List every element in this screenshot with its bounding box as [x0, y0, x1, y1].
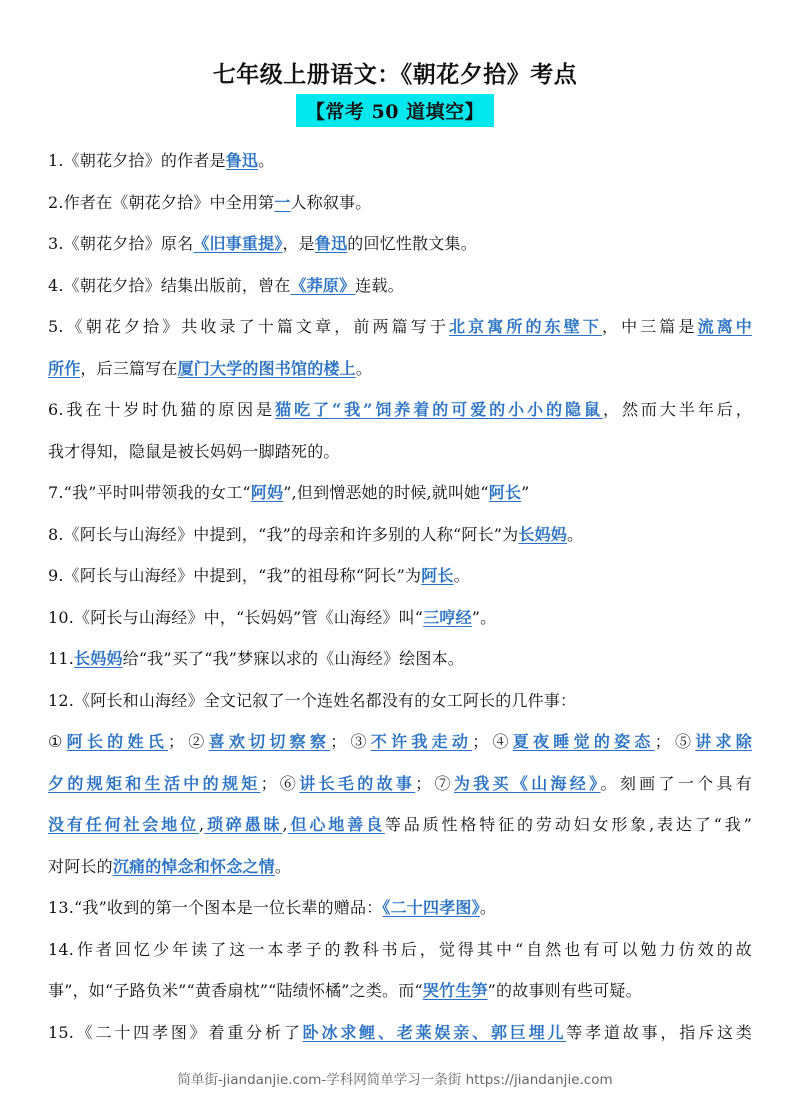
- answer-text: 但心地善良: [287, 815, 385, 834]
- answer-text: 哭竹生笋: [422, 981, 488, 1000]
- answer-text: 卧冰求鲤、老莱娱亲、郭巨埋儿: [302, 1022, 567, 1042]
- question-text: ；⑤: [654, 732, 696, 751]
- text-line: [48, 887, 752, 929]
- question-text: 对阿长的: [48, 856, 113, 876]
- question-text: ”: [521, 483, 530, 502]
- text-line: [48, 140, 752, 182]
- question-text: ,: [199, 815, 205, 834]
- answer-text: 琐碎愚昧: [204, 815, 283, 834]
- answer-text: 《二十四孝图》: [382, 898, 480, 917]
- question-text: 10.《阿长与山海经》中，“长妈妈”管《山海经》叫“: [48, 607, 424, 627]
- text-line: [48, 431, 752, 473]
- question-text: 事”，如“子路负米”“黄香扇枕”“陆绩怀橘”之类。而“: [48, 981, 423, 1000]
- question-text: 11.: [48, 649, 75, 668]
- question-text: ”,但到憎恶她的时候,就叫她“: [283, 483, 489, 502]
- question-text: 3.《朝花夕拾》原名: [48, 234, 194, 253]
- text-line: [48, 970, 752, 1012]
- question-text: 。: [567, 524, 584, 544]
- answer-text: 北京寓所的东壁下: [448, 317, 602, 336]
- answer-text: 厦门大学的图书馆的楼上: [177, 358, 356, 378]
- question-text: ；③: [330, 732, 371, 751]
- text-line: [48, 514, 752, 556]
- answer-text: 阿妈: [250, 483, 284, 502]
- text-line: [48, 638, 752, 680]
- question-text: 8.《阿长与山海经》中提到，“我”的母亲和许多别的人称“阿长”为: [48, 524, 519, 544]
- question-text: 。刻画了一个具有: [600, 773, 753, 793]
- answer-text: 讲求除: [695, 732, 753, 751]
- text-line: [48, 472, 752, 514]
- question-text: 7.“我”平时叫带领我的女工“: [48, 483, 251, 502]
- answer-text: 长妈妈: [518, 524, 567, 544]
- question-text: 15.《二十四孝图》着重分析了: [48, 1022, 303, 1042]
- answer-text: 为我买《山海经》: [453, 773, 601, 793]
- text-line: [48, 721, 752, 763]
- text-line: [48, 265, 752, 307]
- answer-text: 长妈妈: [74, 649, 123, 668]
- question-text: 。: [355, 358, 373, 378]
- answer-text: 阿长的姓氏: [66, 732, 169, 751]
- answer-text: 一: [274, 192, 291, 212]
- question-text: ，然而大半年后，: [602, 400, 752, 419]
- question-text: ；⑦: [415, 773, 454, 793]
- text-line: [48, 223, 752, 265]
- question-list: [48, 140, 752, 1053]
- subtitle-wrap: [0, 94, 790, 127]
- answer-text: 三哼经: [423, 607, 472, 627]
- text-line: [48, 597, 752, 639]
- text-line: [48, 389, 752, 431]
- question-text: 12.《阿长和山海经》全文记叙了一个连姓名都没有的女工阿长的几件事：: [48, 690, 577, 710]
- question-text: ①: [48, 732, 67, 751]
- question-text: 4.《朝花夕拾》结集出版前，曾在: [48, 275, 291, 295]
- text-line: [48, 182, 752, 224]
- text-line: [48, 306, 752, 348]
- question-text: ”。: [471, 607, 497, 627]
- text-line: [48, 929, 752, 971]
- text-line: [48, 1012, 752, 1054]
- answer-text: 讲长毛的故事: [299, 773, 416, 793]
- answer-text: 夕的规矩和生活中的规矩: [48, 773, 261, 793]
- question-text: 连载。: [355, 275, 404, 295]
- question-text: ，后三篇写在: [80, 358, 178, 378]
- answer-text: 沉痛的悼念和怀念之情: [112, 856, 275, 876]
- question-text: 14.作者回忆少年读了这一本孝子的教科书后，觉得其中“自然也有可以勉力仿效的故: [48, 939, 752, 959]
- text-line: [48, 763, 752, 805]
- answer-text: 喜欢切切察察: [208, 732, 331, 751]
- question-text: ，中三篇是: [601, 317, 698, 336]
- question-text: 等孝道故事，指斥这类: [566, 1022, 752, 1042]
- text-line: [48, 555, 752, 597]
- question-text: 人称叙事。: [290, 192, 372, 212]
- answer-text: 夏夜睡觉的姿态: [512, 732, 655, 751]
- question-text: ；⑥: [260, 773, 300, 793]
- question-text: 。: [453, 566, 470, 585]
- question-text: ；②: [168, 732, 209, 751]
- answer-text: 流离中: [697, 317, 753, 336]
- page-title: 七年级上册语文：《朝花夕拾》考点: [212, 61, 578, 88]
- question-text: 1.《朝花夕拾》的作者是: [48, 151, 226, 170]
- question-text: 。: [274, 856, 292, 876]
- question-text: 6.我在十岁时仇猫的原因是: [48, 400, 276, 419]
- answer-text: 阿长: [421, 566, 454, 585]
- question-text: 的回忆性散文集。: [347, 234, 477, 253]
- question-text: ，是: [282, 234, 315, 253]
- text-line: [48, 348, 752, 390]
- answer-text: 猫吃了“我”饲养着的可爱的小小的隐鼠: [275, 400, 603, 419]
- answer-text: 鲁迅: [225, 151, 259, 170]
- question-text: 给“我”买了“我”梦寐以求的《山海经》绘图本。: [122, 649, 464, 668]
- text-line: [48, 680, 752, 722]
- text-line: [48, 804, 752, 846]
- question-text: 等品质性格特征的劳动妇女形象,表达了“我”: [384, 815, 752, 834]
- answer-text: 没有任何社会地位: [48, 815, 199, 834]
- subtitle-banner: 【常考 50 道填空】: [296, 94, 494, 127]
- answer-text: 《莽原》: [290, 275, 356, 295]
- question-text: 5.《朝花夕拾》共收录了十篇文章，前两篇写于: [48, 317, 449, 336]
- question-text: 9.《阿长与山海经》中提到，“我”的祖母称“阿长”为: [48, 566, 422, 585]
- question-text: ；④: [472, 732, 513, 751]
- question-text: ,: [282, 815, 288, 834]
- answer-text: 不许我走动: [370, 732, 473, 751]
- text-line: [48, 846, 752, 888]
- question-text: 13.“我”收到的第一个图本是一位长辈的赠品：: [48, 898, 383, 917]
- answer-text: 所作: [48, 358, 81, 378]
- answer-text: 《旧事重提》: [193, 234, 283, 253]
- answer-text: 鲁迅: [314, 234, 348, 253]
- footer-watermark: 简单街-jiandanjie.com-学科网简单学习一条街 https://jiandanjie.com: [177, 1072, 613, 1088]
- question-text: 我才得知，隐鼠是被长妈妈一脚踏死的。: [48, 441, 340, 461]
- answer-text: 阿长: [488, 483, 522, 502]
- question-text: ”的故事则有些可疑。: [487, 981, 642, 1000]
- question-text: 。: [479, 898, 497, 917]
- question-text: 2.作者在《朝花夕拾》中全用第: [48, 192, 275, 212]
- question-text: 。: [258, 151, 275, 170]
